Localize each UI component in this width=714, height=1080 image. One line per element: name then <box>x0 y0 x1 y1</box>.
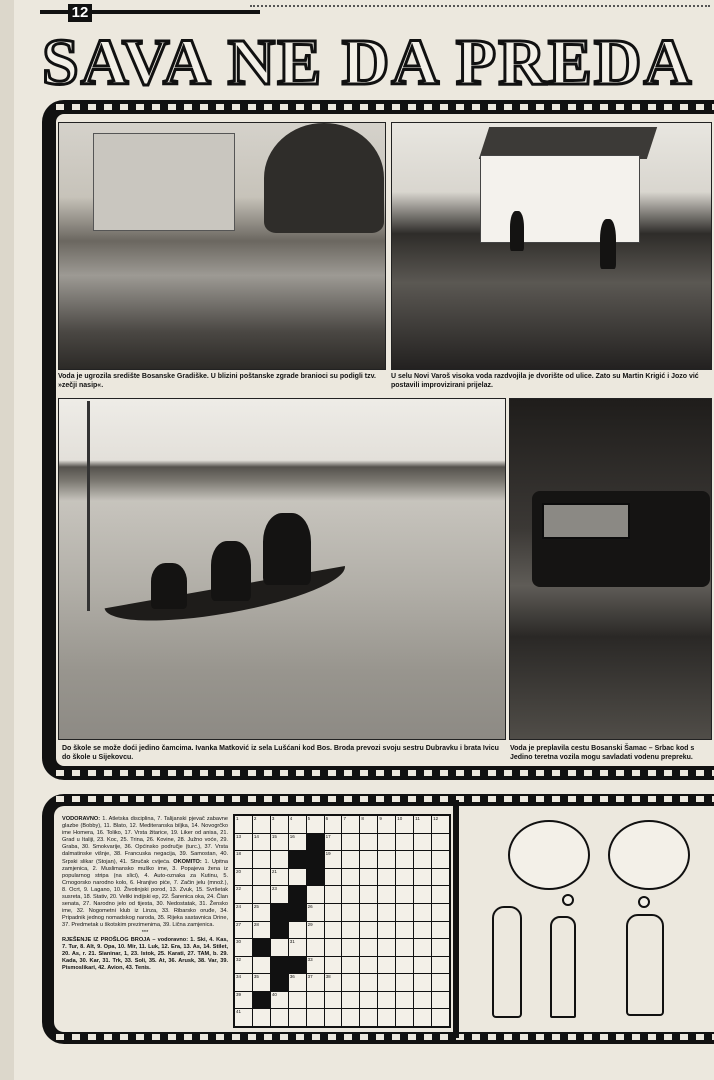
crossword-cell <box>432 957 449 974</box>
crossword-black-cell <box>271 957 288 974</box>
crossword-black-cell <box>289 851 306 868</box>
crossword-cell-number: 35 <box>253 974 259 980</box>
crossword-cell-number: 20 <box>236 868 242 874</box>
crossword-cell <box>253 851 270 868</box>
photo-flooded-house <box>391 122 712 370</box>
crossword-cell <box>325 886 342 903</box>
crossword-cell <box>360 957 377 974</box>
crossword-grid <box>233 814 451 1028</box>
crossword-cell <box>360 904 377 921</box>
crossword-cell-number: 8 <box>361 816 364 821</box>
crossword-cell-number: 14 <box>253 833 259 839</box>
crossword-cell-number: 12 <box>433 816 439 821</box>
crossword-cell <box>360 922 377 939</box>
crossword-black-cell <box>289 886 306 903</box>
crossword-cell-number: 39 <box>236 991 242 997</box>
crossword-cell-number: 32 <box>236 956 242 962</box>
crossword-cell <box>432 922 449 939</box>
crossword-cell-number: 27 <box>236 921 242 927</box>
crossword-black-cell <box>253 939 270 956</box>
crossword-cell <box>360 974 377 991</box>
crossword-black-cell <box>289 904 306 921</box>
crossword-cell <box>360 1009 377 1026</box>
crossword-cell <box>360 992 377 1009</box>
crossword-cell <box>396 974 413 991</box>
crossword-cell <box>307 939 324 956</box>
crossword-cell <box>325 816 342 833</box>
crossword-cell <box>271 834 288 851</box>
crossword-cell-number: 13 <box>236 833 242 839</box>
crossword-cell-number: 41 <box>236 1009 242 1015</box>
crossword-cell <box>289 834 306 851</box>
photo-person <box>600 219 616 269</box>
crossword-cell <box>289 1009 306 1026</box>
frame-dash-bottom <box>56 770 714 776</box>
crossword-black-cell <box>271 904 288 921</box>
crossword-cell-number: 11 <box>415 816 420 821</box>
crossword-cell <box>414 869 431 886</box>
crossword-cell <box>414 851 431 868</box>
crossword-cell <box>432 992 449 1009</box>
crossword-cell <box>235 869 252 886</box>
crossword-cell <box>342 957 359 974</box>
crossword-dash-bottom <box>56 1034 714 1040</box>
crossword-cell-number: 29 <box>307 921 313 927</box>
crossword-cell <box>414 992 431 1009</box>
crossword-cell <box>396 992 413 1009</box>
thought-bubble-right <box>608 820 690 890</box>
crossword-cell <box>342 904 359 921</box>
photo-house <box>480 155 640 243</box>
crossword-cell <box>235 851 252 868</box>
caption-photo-4: Voda je preplavila cestu Bosanski Šamac – Srbac kod s Jedino teretna vozila mogu savladati vodenu prepreku. <box>510 745 695 761</box>
photo-tree <box>264 123 384 233</box>
crossword-cell-number: 33 <box>307 956 313 962</box>
crossword-cell <box>342 886 359 903</box>
caption-photo-2: U selu Novi Varoš visoka voda razdvojila je dvorište od ulice. Zato su Martin Krigić i Jozo vić postavili improvizirani prijelaz. <box>391 373 699 389</box>
crossword-cell <box>414 957 431 974</box>
crossword-cell <box>378 992 395 1009</box>
crossword-cell <box>253 869 270 886</box>
crossword-cell <box>432 904 449 921</box>
caption-photo-3: Do škole se može doći jedino čamcima. Ivanka Matković iz sela Lušćani kod Bos. Broda prevozi svoju sestru Dubravku i brata Ivicu do škole u Sijekovcu. <box>62 745 499 761</box>
crossword-cell <box>414 974 431 991</box>
crossword-cell <box>325 904 342 921</box>
crossword-cell <box>432 974 449 991</box>
thought-bubble-left <box>508 820 590 890</box>
crossword-cell <box>396 869 413 886</box>
crossword-cell <box>235 922 252 939</box>
crossword-cell-number: 40 <box>271 991 277 997</box>
crossword-cell <box>414 816 431 833</box>
crossword-cell <box>414 834 431 851</box>
photo-truck-flood <box>509 398 712 740</box>
crossword-cell <box>271 886 288 903</box>
crossword-black-cell <box>253 992 270 1009</box>
crossword-cell <box>342 992 359 1009</box>
crossword-cell <box>432 816 449 833</box>
crossword-cell <box>325 957 342 974</box>
crossword-cell <box>378 816 395 833</box>
crossword-cell <box>378 922 395 939</box>
clues-across: 1. Atletska disciplina, 7. Talijanski pjevač zabavne glazbe (Bobby), 11. Blato, 12. Mediteranska biljka, 14. Novogrčko ime Homera, 16. Toliko, 17. Vrsta žitarice, 19. Liker od anisa, 21. Grad u Italiji, 23. Koc, 25. Trina, 26. Kovine, 28. Južno voće, 29. Graba, 30. Smokvarije, 36. Općinsko područje (turc.), 37. Vrsta dalmatinske višnje, 38. Francuska negacija, 39. Samostan, 40. Srpski slikar (Stojan), 41. Stručak cvijeća. <box>62 816 229 865</box>
crossword-cell-number: 4 <box>289 816 293 821</box>
crossword-cell <box>414 886 431 903</box>
crossword-cell-number: 10 <box>397 816 403 821</box>
crossword-cell <box>396 886 413 903</box>
crossword-cell-number: 18 <box>236 851 242 857</box>
crossword-cell <box>253 834 270 851</box>
crossword-cell <box>342 834 359 851</box>
crossword-cell <box>253 886 270 903</box>
crossword-cell <box>342 974 359 991</box>
crossword-cell <box>235 816 252 833</box>
photo-person <box>510 211 524 251</box>
cartoon-woman-2 <box>626 914 664 1016</box>
crossword-cell-number: 6 <box>325 816 329 821</box>
crossword-cell <box>396 939 413 956</box>
crossword-cell <box>378 957 395 974</box>
crossword-cell-number: 3 <box>271 816 275 821</box>
crossword-black-cell <box>271 974 288 991</box>
crossword-cell <box>307 922 324 939</box>
cartoon-panel <box>462 806 712 1032</box>
crossword-cell <box>253 922 270 939</box>
crossword-cell-number: 25 <box>253 903 259 909</box>
crossword-cell-number: 21 <box>271 868 277 874</box>
solution-text: 1. Ski, 4. Kas, 7. Tur, 8. Alt, 9. Opa, 10. Mir, 11. Luk, 12. Era, 13. As, 14. Stilet, 20. As, r. 21. Slaninar, 1, 23. Istok, 25. Karati, 27. TAM, b. 29. Kada, 30. Kar, 31. Trk, 33. Soli, 35. At, 36. Arusk, 38. Var, 39. Pismoslikari, 42. Avion, 43. Tenis. <box>62 936 228 971</box>
crossword-cell-number: 23 <box>271 886 277 892</box>
crossword-cell-number: 31 <box>289 939 295 945</box>
crossword-cell <box>307 974 324 991</box>
crossword-cell <box>253 904 270 921</box>
crossword-cell <box>360 886 377 903</box>
crossword-cell <box>235 974 252 991</box>
photo-child <box>151 563 187 609</box>
crossword-cell-number: 38 <box>325 974 331 980</box>
cartoon-woman <box>492 906 522 1018</box>
crossword-cell <box>378 869 395 886</box>
photo-child <box>211 541 251 601</box>
crossword-cell-number: 1 <box>236 816 239 821</box>
crossword-clues <box>62 816 228 972</box>
crossword-cell <box>396 851 413 868</box>
crossword-black-cell <box>307 834 324 851</box>
crossword-black-cell <box>271 922 288 939</box>
crossword-cell <box>360 939 377 956</box>
crossword-cell <box>378 939 395 956</box>
crossword-cell <box>307 816 324 833</box>
crossword-cell-number: 16 <box>289 833 295 839</box>
top-dotted-rule <box>250 5 710 11</box>
crossword-cell <box>271 992 288 1009</box>
crossword-cell <box>271 939 288 956</box>
crossword-cell <box>342 869 359 886</box>
crossword-cell <box>289 816 306 833</box>
crossword-cell-number: 19 <box>325 851 331 857</box>
crossword-cell <box>378 851 395 868</box>
crossword-cell <box>325 974 342 991</box>
crossword-cell <box>325 869 342 886</box>
cartoon-man <box>550 916 576 1018</box>
crossword-cell <box>289 869 306 886</box>
photo-truck-window <box>542 503 630 539</box>
photo-rowing-boat <box>58 398 506 740</box>
bubble-dot <box>562 894 574 906</box>
crossword-cell <box>325 992 342 1009</box>
crossword-cell <box>325 1009 342 1026</box>
frame-dash-top <box>56 104 714 110</box>
page-edge <box>0 0 14 1080</box>
crossword-cell <box>360 816 377 833</box>
photo-rower <box>263 513 311 585</box>
crossword-cell <box>325 834 342 851</box>
crossword-cell <box>253 957 270 974</box>
crossword-cell <box>289 992 306 1009</box>
crossword-cell <box>235 886 252 903</box>
crossword-cell-number: 15 <box>271 833 277 839</box>
crossword-cell <box>378 834 395 851</box>
crossword-cell <box>342 851 359 868</box>
crossword-cell <box>432 851 449 868</box>
crossword-cell <box>414 939 431 956</box>
crossword-cell <box>289 974 306 991</box>
photo-flooded-town-center <box>58 122 386 370</box>
crossword-cell <box>342 939 359 956</box>
crossword-cell-number: 30 <box>236 939 242 945</box>
crossword-cell <box>396 816 413 833</box>
clues-down-label: OKOMITO: <box>173 858 202 865</box>
crossword-cell <box>235 957 252 974</box>
crossword-cell <box>378 1009 395 1026</box>
headline-text: SAVA NE DA PREDA <box>42 28 694 98</box>
crossword-cell <box>325 922 342 939</box>
crossword-cell <box>289 939 306 956</box>
crossword-cell <box>235 939 252 956</box>
crossword-black-cell <box>307 851 324 868</box>
crossword-cell <box>271 869 288 886</box>
crossword-cell-number: 36 <box>289 974 295 980</box>
crossword-cell <box>342 816 359 833</box>
crossword-cell <box>235 904 252 921</box>
crossword-cell <box>307 957 324 974</box>
crossword-cell-number: 9 <box>379 816 382 821</box>
crossword-cell <box>307 886 324 903</box>
crossword-cell <box>396 1009 413 1026</box>
crossword-cell-number: 26 <box>307 903 313 909</box>
crossword-cell-number: 37 <box>307 974 313 980</box>
crossword-cell <box>253 816 270 833</box>
crossword-cell <box>432 834 449 851</box>
caption-photo-1: Voda je ugrozila središte Bosanske Gradiške. U blizini poštanske zgrade branioci su podigli tzv. »zečji nasip«. <box>58 373 376 389</box>
crossword-cell-number: 7 <box>343 816 346 821</box>
crossword-cell <box>396 904 413 921</box>
clues-down: 1. Upitna zamjenica, 2. Muslimansko muško ime, 3. Popajeva žena iz popularnog stripa (na slici), 4. Auto-oznaka za Kutinu, 5. Crnogorsko narodno kolo, 6. Hranjivo piće, 7. Začin jelu (množ.), 8. Ocrt, 9. Lagano, 10. Životinjski porod, 13. Zvuk, 15. Svršetak susreta, 18. Stativ, 20. Veliki indijski ep, 22. Šarenica oka, 24. Član senata, 27. Narodno jelo od tijesta, 30. Nedostatak, 31. Žensko ime, 32. Nogometni klub iz Linza, 33. Ribarsko oruđe, 34. Pripadnik jednog nomadskog naroda, 35. Rijeka sastavnica Drine, 37. Predmetak u škotskim prezimenima, 39. Lična zamjenica. <box>62 858 229 929</box>
crossword-cell <box>360 834 377 851</box>
crossword-cell <box>325 851 342 868</box>
crossword-cell <box>378 974 395 991</box>
photo-pole <box>87 401 90 611</box>
crossword-cell <box>253 974 270 991</box>
page-number: 12 <box>68 4 92 22</box>
crossword-cell-number: 2 <box>253 816 257 821</box>
crossword-cell <box>360 869 377 886</box>
crossword-cell <box>414 904 431 921</box>
solution-label: RJEŠENJE IZ PROŠLOG BROJA – vodoravno: <box>62 936 189 943</box>
crossword-cell <box>396 834 413 851</box>
crossword-cell <box>235 834 252 851</box>
crossword-cell <box>271 1009 288 1026</box>
crossword-cell <box>307 992 324 1009</box>
crossword-cell <box>271 851 288 868</box>
crossword-cell-number: 17 <box>325 833 331 839</box>
photo-building <box>93 133 235 231</box>
crossword-divider <box>453 800 459 1038</box>
clues-separator: *** <box>141 929 149 936</box>
crossword-cell <box>432 939 449 956</box>
crossword-cell <box>396 922 413 939</box>
crossword-cell-number: 28 <box>253 921 259 927</box>
headline <box>42 28 714 98</box>
crossword-cell <box>235 992 252 1009</box>
crossword-cell <box>432 869 449 886</box>
crossword-cell <box>432 886 449 903</box>
crossword-cell-number: 34 <box>236 974 242 980</box>
crossword-cell <box>235 1009 252 1026</box>
crossword-cell <box>342 922 359 939</box>
crossword-cell <box>414 1009 431 1026</box>
crossword-dash-top <box>56 796 714 802</box>
crossword-cell-number: 5 <box>307 816 311 821</box>
crossword-cell <box>325 939 342 956</box>
crossword-cell <box>307 904 324 921</box>
crossword-cell <box>414 922 431 939</box>
crossword-cell <box>253 1009 270 1026</box>
crossword-black-cell <box>307 869 324 886</box>
crossword-cell <box>342 1009 359 1026</box>
crossword-cell <box>289 922 306 939</box>
clues-across-label: VODORAVNO: <box>62 816 101 822</box>
crossword-cell-number: 24 <box>236 903 242 909</box>
crossword-cell <box>396 957 413 974</box>
crossword-cell <box>307 1009 324 1026</box>
bubble-dot <box>638 896 650 908</box>
crossword-cell <box>432 1009 449 1026</box>
crossword-cell <box>271 816 288 833</box>
crossword-cell <box>378 886 395 903</box>
crossword-cell <box>360 851 377 868</box>
crossword-black-cell <box>289 957 306 974</box>
crossword-cell <box>378 904 395 921</box>
crossword-cell-number: 22 <box>236 886 242 892</box>
